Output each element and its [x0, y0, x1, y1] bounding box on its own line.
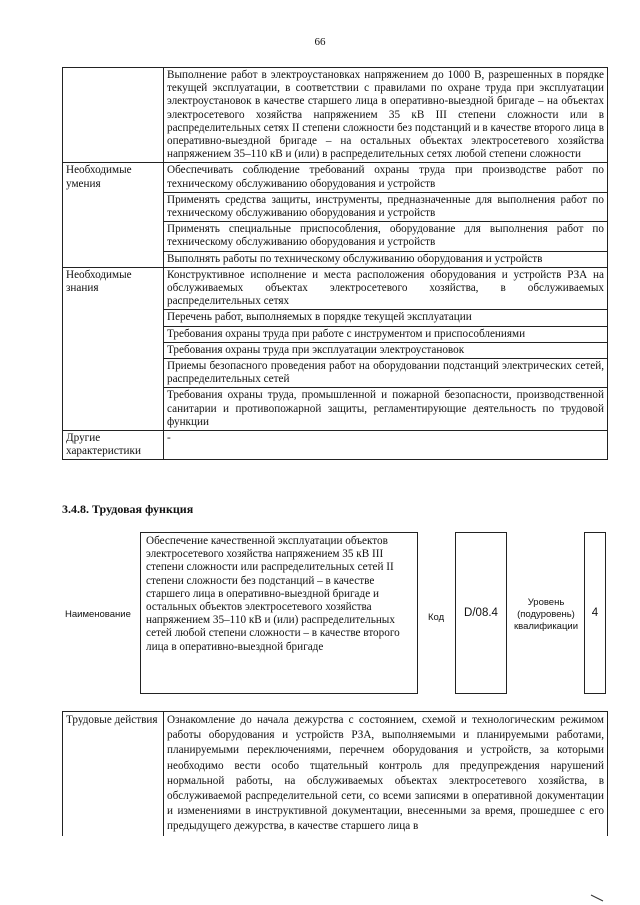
scan-mark-icon — [590, 894, 604, 902]
table-row — [63, 267, 608, 310]
table-row — [63, 68, 608, 163]
skills-knowledge-table — [62, 67, 608, 460]
row-text: Перечень работ, выполняемых в порядке текущей эксплуатации — [164, 310, 608, 326]
row-text: Приемы безопасного проведения работ на оборудовании подстанций электрических сетей, распределительных сетей — [164, 359, 608, 388]
section-title: 3.4.8. Трудовая функция — [62, 502, 194, 516]
row-text: Требования охраны труда, промышленной и пожарной безопасности, производственной санитарии и противопожарной защиты, регламентирующие деятельность по трудовой функции — [164, 388, 608, 431]
qualification-level-label: Уровень (подуровень) квалификации — [513, 597, 579, 632]
row-label — [63, 68, 164, 163]
row-text: Конструктивное исполнение и места расположения оборудования и устройств РЗА на обслуживаемых объектах электросетевого хозяйства, в обслуживаемых распределительных сетях — [164, 267, 608, 310]
labor-actions-table — [62, 711, 608, 836]
page-number: 66 — [314, 36, 326, 48]
row-label-actions: Трудовые действия — [63, 712, 164, 836]
table-row — [63, 431, 608, 460]
row-label-knowledge: Необходимые знания — [63, 267, 164, 430]
row-text: Применять специальные приспособления, оборудование для выполнения работ по техническому обслуживанию оборудования и устройств — [164, 222, 608, 251]
row-label-skills: Необходимые умения — [63, 163, 164, 267]
row-text: Выполнение работ в электроустановках напряжением до 1000 В, разрешенных в порядке текущей эксплуатации, в соответствии с правилами по охране труда при эксплуатации электроустановок в качестве старшего лица в оперативно-выездной бригаде – на объектах электросетевого хозяйства напряжением 35 кВ III степени сложности или в распределительных сетях II степени сложности без подстанций и в качестве второго лица в оперативно-выездной бригаде – на остальных объектах электросетевого хозяйства напряжением 35–110 кВ и (или) в распределительных сетях любой степени сложности — [164, 68, 608, 163]
table-row — [63, 712, 608, 836]
function-name-box: Обеспечение качественной эксплуатации объектов электросетевого хозяйства напряжением 35 кВ III степени сложности или распределительных сетей II степени сложности без подстанций – в качестве старшего лица в оперативно-выездной бригаде и остальных объектов электросетевого хозяйства напряжением 35–110 кВ и (или) распределительных сетей любой степени сложности – в качестве второго лица в оперативно-выездной бригаде — [140, 532, 418, 694]
row-text: - — [164, 431, 608, 460]
row-text: Выполнять работы по техническому обслуживанию оборудования и устройств — [164, 251, 608, 267]
row-text: Требования охраны труда при работе с инструментом и приспособлениями — [164, 326, 608, 342]
row-text: Ознакомление до начала дежурства с состоянием, схемой и технологическим режимом работы оборудования и устройств РЗА, выполняемыми и планируемыми работами, планируемыми переключениями, перечнем оборудования и устройств, за которыми необходимо вести особо тщательный контроль для предупреждения нарушений нормальной работы, на обслуживаемых объектах электросетевого хозяйства, в обслуживаемой распределительной сети, со всеми записями в оперативной документации и изменениями в инструктивной документации, внесенными за время, прошедшее с его предыдущего дежурства, в качестве старшего лица в — [164, 712, 608, 836]
row-text: Обеспечивать соблюдение требований охраны труда при производстве работ по техническому обслуживанию оборудования и устройств — [164, 163, 608, 192]
table-row — [63, 163, 608, 192]
function-code-box: D/08.4 — [455, 532, 507, 694]
row-text: Требования охраны труда при эксплуатации электроустановок — [164, 342, 608, 358]
function-code-label: Код — [428, 612, 445, 623]
row-text: Применять средства защиты, инструменты, предназначенные для выполнения работ по техническому обслуживанию оборудования и устройств — [164, 192, 608, 221]
function-name-label: Наименование — [65, 609, 131, 620]
row-label-other: Другие характеристики — [63, 431, 164, 460]
qualification-level-box: 4 — [584, 532, 606, 694]
